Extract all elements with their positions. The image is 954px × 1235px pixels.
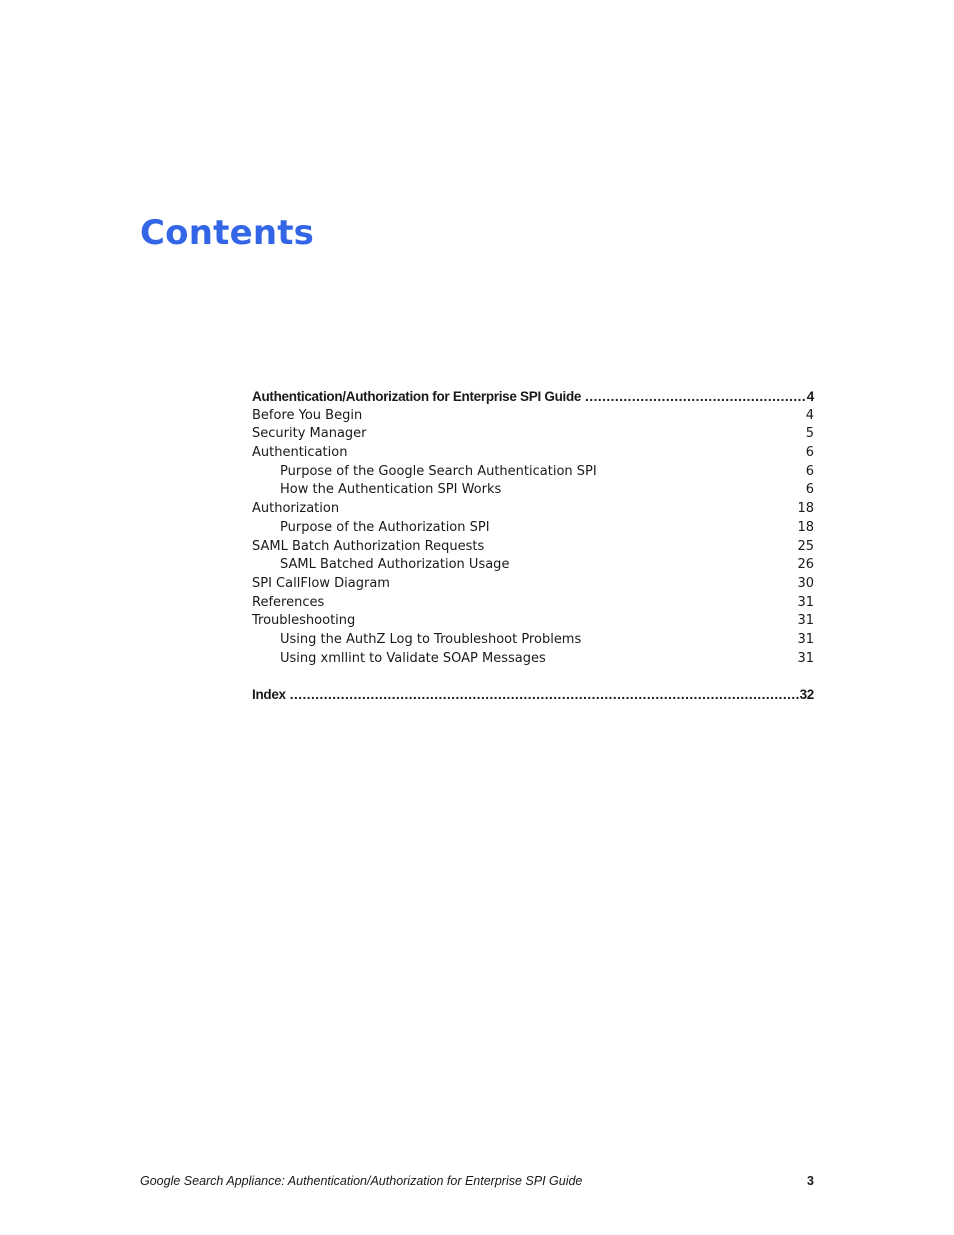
toc-entry-label: SAML Batched Authorization Usage	[280, 557, 510, 573]
toc-entry-page: 18	[797, 519, 814, 535]
toc-entry-page: 18	[797, 501, 814, 517]
toc-chapter-entry[interactable]	[252, 388, 814, 407]
toc-entry-saml-batched-authorization-usage[interactable]	[252, 556, 814, 575]
table-of-contents	[252, 388, 814, 705]
toc-entry-label: Index	[252, 687, 286, 703]
toc-leader-dots	[286, 686, 800, 705]
toc-entry-label: Security Manager	[252, 426, 367, 442]
toc-entry-how-authentication-spi-works[interactable]	[252, 481, 814, 500]
toc-entry-page: 31	[797, 613, 814, 629]
toc-entry-references[interactable]	[252, 594, 814, 613]
toc-entry-authentication[interactable]	[252, 444, 814, 463]
toc-leader-dots	[581, 388, 807, 407]
toc-index-entry[interactable]	[252, 686, 814, 705]
toc-entry-label: Before You Begin	[252, 407, 363, 423]
toc-entry-authorization[interactable]	[252, 500, 814, 519]
toc-entry-label: References	[252, 594, 325, 610]
toc-entry-before-you-begin[interactable]	[252, 407, 814, 426]
toc-entry-label: Purpose of the Authorization SPI	[280, 519, 490, 535]
toc-entry-label: Using xmllint to Validate SOAP Messages	[280, 650, 546, 666]
toc-entry-page: 6	[805, 463, 814, 479]
toc-entry-page: 4	[805, 407, 814, 423]
toc-entry-page: 32	[799, 687, 814, 703]
toc-entry-label: Authorization	[252, 501, 340, 517]
toc-entry-page: 6	[805, 445, 814, 461]
toc-entry-label: Purpose of the Google Search Authentication SPI	[280, 463, 597, 479]
toc-entry-label: Using the AuthZ Log to Troubleshoot Problems	[280, 631, 582, 647]
toc-entry-page: 4	[806, 389, 814, 404]
toc-entry-label: Authentication	[252, 445, 348, 461]
toc-entry-saml-batch-authorization-requests[interactable]	[252, 538, 814, 557]
toc-entry-label: How the Authentication SPI Works	[280, 482, 502, 498]
toc-entry-authz-log[interactable]	[252, 631, 814, 650]
toc-entry-troubleshooting[interactable]	[252, 612, 814, 631]
toc-entry-page: 31	[797, 594, 814, 610]
toc-entry-page: 31	[797, 631, 814, 647]
toc-entry-page: 30	[797, 575, 814, 591]
page-footer	[140, 1172, 814, 1190]
toc-entry-label: Troubleshooting	[252, 613, 356, 629]
toc-entry-label: SPI CallFlow Diagram	[252, 575, 390, 591]
toc-entry-page: 6	[805, 482, 814, 498]
footer-doc-title: Google Search Appliance: Authentication/Authorization for Enterprise SPI Guide	[140, 1174, 583, 1188]
toc-entry-label: SAML Batch Authorization Requests	[252, 538, 485, 554]
toc-entry-purpose-authorization-spi[interactable]	[252, 519, 814, 538]
footer-page-number: 3	[807, 1174, 814, 1188]
toc-entry-label: Authentication/Authorization for Enterprise SPI Guide	[252, 389, 582, 404]
toc-entry-security-manager[interactable]	[252, 425, 814, 444]
toc-entry-purpose-authentication-spi[interactable]	[252, 463, 814, 482]
toc-entry-page: 26	[797, 557, 814, 573]
toc-entry-page: 31	[797, 650, 814, 666]
toc-entry-spi-callflow-diagram[interactable]	[252, 575, 814, 594]
toc-entry-page: 5	[805, 426, 814, 442]
page-title: Contents	[140, 213, 315, 253]
toc-entry-xmllint[interactable]	[252, 650, 814, 669]
toc-entry-page: 25	[797, 538, 814, 554]
